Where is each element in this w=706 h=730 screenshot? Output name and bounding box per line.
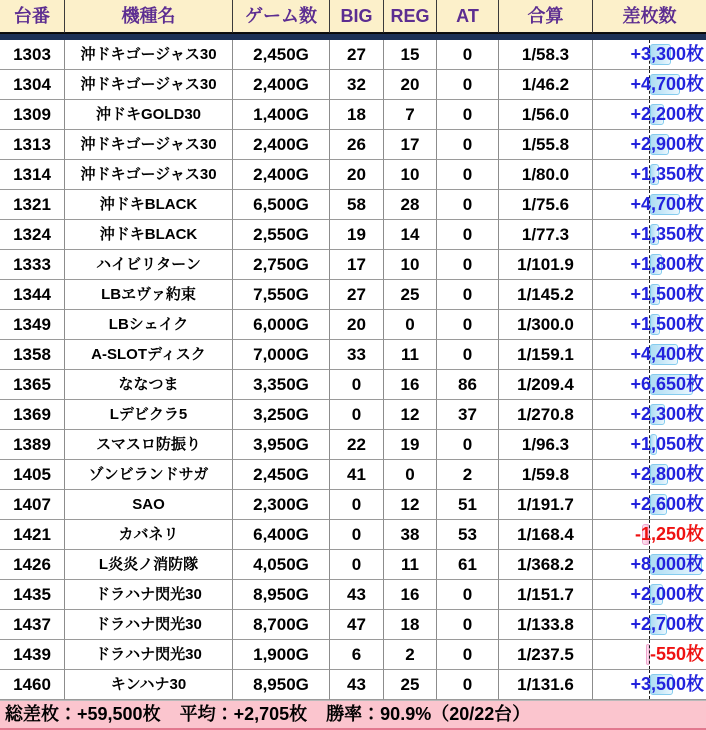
cell-big: 22 — [330, 430, 384, 460]
cell-reg: 0 — [384, 460, 437, 490]
table-row — [0, 670, 706, 700]
cell-diff — [593, 130, 706, 160]
cell-daiban: 1405 — [0, 460, 65, 490]
diff-value: -550枚 — [649, 644, 704, 664]
cell-model: 沖ドキゴージャス30 — [65, 130, 233, 160]
cell-big: 20 — [330, 160, 384, 190]
diff-value: +6,650枚 — [630, 374, 704, 394]
cell-daiban: 1369 — [0, 400, 65, 430]
cell-diff — [593, 580, 706, 610]
cell-big: 58 — [330, 190, 384, 220]
cell-model: 沖ドキBLACK — [65, 190, 233, 220]
cell-model: LBシェイク — [65, 310, 233, 340]
diff-value: +1,350枚 — [630, 164, 704, 184]
cell-at: 86 — [437, 370, 499, 400]
cell-at: 0 — [437, 310, 499, 340]
cell-at: 61 — [437, 550, 499, 580]
cell-diff — [593, 520, 706, 550]
cell-games: 2,450G — [233, 460, 330, 490]
cell-daiban: 1358 — [0, 340, 65, 370]
table-row — [0, 40, 706, 70]
table-row — [0, 280, 706, 310]
table-row — [0, 70, 706, 100]
cell-gassan: 1/101.9 — [499, 250, 593, 280]
cell-daiban: 1314 — [0, 160, 65, 190]
table-row — [0, 220, 706, 250]
cell-big: 27 — [330, 280, 384, 310]
table-row — [0, 460, 706, 490]
cell-big: 33 — [330, 340, 384, 370]
diff-value: +1,800枚 — [630, 254, 704, 274]
cell-games: 8,950G — [233, 580, 330, 610]
cell-model: ドラハナ閃光30 — [65, 580, 233, 610]
cell-model: カバネリ — [65, 520, 233, 550]
cell-diff — [593, 280, 706, 310]
cell-gassan: 1/168.4 — [499, 520, 593, 550]
cell-big: 32 — [330, 70, 384, 100]
cell-gassan: 1/270.8 — [499, 400, 593, 430]
cell-diff — [593, 610, 706, 640]
cell-model: 沖ドキゴージャス30 — [65, 40, 233, 70]
diff-value: +2,800枚 — [630, 464, 704, 484]
cell-at: 0 — [437, 430, 499, 460]
diff-value: +4,700枚 — [630, 194, 704, 214]
cell-big: 0 — [330, 550, 384, 580]
cell-gassan: 1/191.7 — [499, 490, 593, 520]
cell-games: 2,400G — [233, 70, 330, 100]
cell-at: 53 — [437, 520, 499, 550]
cell-diff — [593, 160, 706, 190]
cell-reg: 0 — [384, 310, 437, 340]
table-row — [0, 100, 706, 130]
cell-at: 51 — [437, 490, 499, 520]
cell-big: 17 — [330, 250, 384, 280]
cell-diff — [593, 370, 706, 400]
cell-gassan: 1/209.4 — [499, 370, 593, 400]
cell-big: 0 — [330, 370, 384, 400]
cell-reg: 25 — [384, 670, 437, 700]
cell-gassan: 1/46.2 — [499, 70, 593, 100]
cell-reg: 28 — [384, 190, 437, 220]
cell-reg: 14 — [384, 220, 437, 250]
table-header-row — [0, 0, 706, 33]
cell-daiban: 1389 — [0, 430, 65, 460]
table-row — [0, 340, 706, 370]
cell-diff — [593, 250, 706, 280]
cell-reg: 12 — [384, 400, 437, 430]
cell-reg: 17 — [384, 130, 437, 160]
cell-gassan: 1/159.1 — [499, 340, 593, 370]
cell-games: 7,000G — [233, 340, 330, 370]
cell-daiban: 1344 — [0, 280, 65, 310]
diff-value: +1,050枚 — [630, 434, 704, 454]
cell-big: 47 — [330, 610, 384, 640]
diff-value: +1,350枚 — [630, 224, 704, 244]
cell-gassan: 1/96.3 — [499, 430, 593, 460]
cell-big: 20 — [330, 310, 384, 340]
cell-gassan: 1/300.0 — [499, 310, 593, 340]
diff-value: +2,000枚 — [630, 584, 704, 604]
cell-gassan: 1/131.6 — [499, 670, 593, 700]
cell-gassan: 1/145.2 — [499, 280, 593, 310]
cell-big: 27 — [330, 40, 384, 70]
cell-at: 2 — [437, 460, 499, 490]
table-row — [0, 610, 706, 640]
cell-games: 7,550G — [233, 280, 330, 310]
cell-reg: 11 — [384, 550, 437, 580]
cell-reg: 10 — [384, 160, 437, 190]
cell-reg: 7 — [384, 100, 437, 130]
cell-gassan: 1/151.7 — [499, 580, 593, 610]
cell-big: 41 — [330, 460, 384, 490]
cell-games: 2,450G — [233, 40, 330, 70]
cell-daiban: 1439 — [0, 640, 65, 670]
col-header-games: ゲーム数 — [233, 0, 330, 33]
cell-diff — [593, 430, 706, 460]
cell-big: 18 — [330, 100, 384, 130]
cell-diff — [593, 310, 706, 340]
cell-at: 0 — [437, 640, 499, 670]
col-header-diff: 差枚数 — [593, 0, 706, 33]
cell-daiban: 1324 — [0, 220, 65, 250]
diff-value: +2,900枚 — [630, 134, 704, 154]
cell-daiban: 1304 — [0, 70, 65, 100]
cell-games: 3,350G — [233, 370, 330, 400]
table-row — [0, 400, 706, 430]
cell-diff — [593, 400, 706, 430]
cell-gassan: 1/58.3 — [499, 40, 593, 70]
cell-games: 2,300G — [233, 490, 330, 520]
diff-value: +2,200枚 — [630, 104, 704, 124]
col-header-at: AT — [437, 0, 499, 33]
cell-gassan: 1/237.5 — [499, 640, 593, 670]
cell-big: 26 — [330, 130, 384, 160]
cell-at: 0 — [437, 340, 499, 370]
cell-daiban: 1460 — [0, 670, 65, 700]
table-row — [0, 130, 706, 160]
cell-big: 43 — [330, 580, 384, 610]
diff-value: +2,300枚 — [630, 404, 704, 424]
cell-at: 0 — [437, 100, 499, 130]
cell-at: 0 — [437, 190, 499, 220]
summary-total-diff: 総差枚：+59,500枚 — [5, 704, 161, 724]
table-row — [0, 580, 706, 610]
diff-value: +1,500枚 — [630, 284, 704, 304]
cell-at: 0 — [437, 160, 499, 190]
table-row — [0, 550, 706, 580]
cell-games: 4,050G — [233, 550, 330, 580]
cell-games: 2,550G — [233, 220, 330, 250]
cell-daiban: 1426 — [0, 550, 65, 580]
cell-model: 沖ドキBLACK — [65, 220, 233, 250]
cell-model: SAO — [65, 490, 233, 520]
cell-gassan: 1/56.0 — [499, 100, 593, 130]
cell-big: 6 — [330, 640, 384, 670]
cell-daiban: 1313 — [0, 130, 65, 160]
cell-diff — [593, 550, 706, 580]
cell-at: 0 — [437, 40, 499, 70]
cell-reg: 19 — [384, 430, 437, 460]
cell-reg: 10 — [384, 250, 437, 280]
cell-gassan: 1/59.8 — [499, 460, 593, 490]
diff-value: +3,500枚 — [630, 674, 704, 694]
cell-games: 2,400G — [233, 160, 330, 190]
cell-big: 43 — [330, 670, 384, 700]
cell-games: 1,900G — [233, 640, 330, 670]
col-header-daiban: 台番 — [0, 0, 65, 33]
cell-daiban: 1421 — [0, 520, 65, 550]
summary-footer — [0, 700, 706, 730]
table-row — [0, 520, 706, 550]
cell-daiban: 1435 — [0, 580, 65, 610]
cell-reg: 12 — [384, 490, 437, 520]
cell-at: 37 — [437, 400, 499, 430]
cell-daiban: 1407 — [0, 490, 65, 520]
cell-diff — [593, 670, 706, 700]
cell-model: A-SLOTディスク — [65, 340, 233, 370]
cell-model: ななつま — [65, 370, 233, 400]
cell-big: 0 — [330, 520, 384, 550]
cell-diff — [593, 190, 706, 220]
cell-model: ゾンビランドサガ — [65, 460, 233, 490]
cell-diff — [593, 340, 706, 370]
cell-daiban: 1321 — [0, 190, 65, 220]
cell-reg: 25 — [384, 280, 437, 310]
cell-reg: 2 — [384, 640, 437, 670]
cell-diff — [593, 640, 706, 670]
cell-daiban: 1437 — [0, 610, 65, 640]
cell-reg: 15 — [384, 40, 437, 70]
cell-gassan: 1/368.2 — [499, 550, 593, 580]
cell-at: 0 — [437, 250, 499, 280]
cell-model: ハイビリターン — [65, 250, 233, 280]
cell-daiban: 1365 — [0, 370, 65, 400]
diff-value: +2,700枚 — [630, 614, 704, 634]
cell-model: 沖ドキゴージャス30 — [65, 160, 233, 190]
cell-gassan: 1/80.0 — [499, 160, 593, 190]
cell-games: 1,400G — [233, 100, 330, 130]
table-row — [0, 370, 706, 400]
diff-value: +3,300枚 — [630, 44, 704, 64]
cell-at: 0 — [437, 670, 499, 700]
cell-games: 6,500G — [233, 190, 330, 220]
table-row — [0, 430, 706, 460]
cell-games: 6,000G — [233, 310, 330, 340]
table-row — [0, 640, 706, 670]
cell-model: LBヱヴァ約束 — [65, 280, 233, 310]
cell-gassan: 1/77.3 — [499, 220, 593, 250]
table-body — [0, 40, 706, 700]
diff-value: +8,000枚 — [630, 554, 704, 574]
cell-model: 沖ドキゴージャス30 — [65, 70, 233, 100]
summary-average: 平均：+2,705枚 — [179, 704, 308, 724]
col-header-reg: REG — [384, 0, 437, 33]
cell-diff — [593, 490, 706, 520]
diff-value: -1,250枚 — [634, 524, 704, 544]
cell-at: 0 — [437, 280, 499, 310]
cell-reg: 18 — [384, 610, 437, 640]
header-divider-band — [0, 33, 706, 40]
cell-diff — [593, 40, 706, 70]
cell-big: 0 — [330, 490, 384, 520]
diff-value: +4,400枚 — [630, 344, 704, 364]
cell-diff — [593, 70, 706, 100]
cell-at: 0 — [437, 220, 499, 250]
diff-value: +1,500枚 — [630, 314, 704, 334]
cell-at: 0 — [437, 70, 499, 100]
cell-games: 8,700G — [233, 610, 330, 640]
cell-reg: 16 — [384, 580, 437, 610]
cell-big: 0 — [330, 400, 384, 430]
cell-model: キンハナ30 — [65, 670, 233, 700]
cell-games: 6,400G — [233, 520, 330, 550]
cell-model: Lデビクラ5 — [65, 400, 233, 430]
cell-big: 19 — [330, 220, 384, 250]
table-row — [0, 190, 706, 220]
cell-at: 0 — [437, 610, 499, 640]
cell-reg: 20 — [384, 70, 437, 100]
table-row — [0, 250, 706, 280]
cell-gassan: 1/55.8 — [499, 130, 593, 160]
cell-at: 0 — [437, 580, 499, 610]
cell-model: ドラハナ閃光30 — [65, 610, 233, 640]
cell-reg: 38 — [384, 520, 437, 550]
diff-value: +2,600枚 — [630, 494, 704, 514]
table-row — [0, 310, 706, 340]
cell-daiban: 1309 — [0, 100, 65, 130]
cell-daiban: 1333 — [0, 250, 65, 280]
cell-reg: 11 — [384, 340, 437, 370]
cell-games: 3,950G — [233, 430, 330, 460]
table-row — [0, 160, 706, 190]
cell-model: 沖ドキGOLD30 — [65, 100, 233, 130]
cell-reg: 16 — [384, 370, 437, 400]
cell-model: ドラハナ閃光30 — [65, 640, 233, 670]
cell-games: 8,950G — [233, 670, 330, 700]
diff-value: +4,700枚 — [630, 74, 704, 94]
cell-daiban: 1349 — [0, 310, 65, 340]
summary-win-rate: 勝率：90.9%（20/22台） — [326, 704, 531, 724]
col-header-model: 機種名 — [65, 0, 233, 33]
cell-games: 2,400G — [233, 130, 330, 160]
cell-games: 3,250G — [233, 400, 330, 430]
cell-model: L炎炎ノ消防隊 — [65, 550, 233, 580]
cell-gassan: 1/133.8 — [499, 610, 593, 640]
cell-daiban: 1303 — [0, 40, 65, 70]
col-header-big: BIG — [330, 0, 384, 33]
table-row — [0, 490, 706, 520]
cell-games: 2,750G — [233, 250, 330, 280]
cell-at: 0 — [437, 130, 499, 160]
cell-gassan: 1/75.6 — [499, 190, 593, 220]
cell-diff — [593, 220, 706, 250]
cell-diff — [593, 460, 706, 490]
cell-diff — [593, 100, 706, 130]
col-header-gassan: 合算 — [499, 0, 593, 33]
cell-model: スマスロ防振り — [65, 430, 233, 460]
